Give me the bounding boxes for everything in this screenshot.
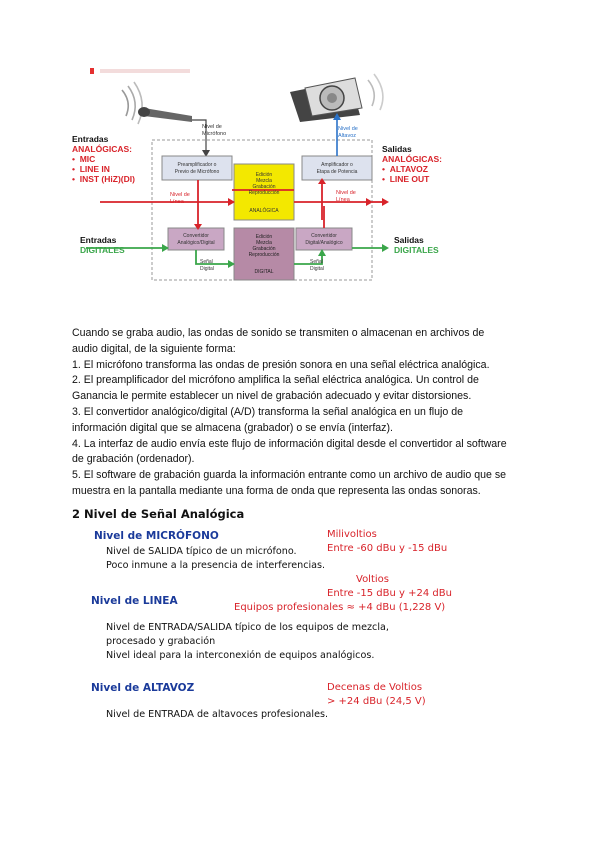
analog-center-line-4: Reproducción [248,190,280,196]
preamp-label-1: Preamplificador o [177,162,217,168]
amp-label-2: Etapa de Potencia [316,169,358,175]
paragraph-line: muestra en la pantalla mediante una forma de onda que representa las ondas sonoras. [72,484,481,497]
digital-center-line-1: Edición [255,234,273,240]
analog-center-line-3: Grabación [252,184,276,190]
digital-center-line-2: Mezcla [256,240,272,246]
dac-label-2: Digital/Analógico [305,240,343,246]
line-level-name: Nivel de LINEA [91,595,178,607]
input-line-in: • LINE IN [72,164,110,174]
line-level-out-2: Línea [336,197,350,203]
signal-flow-diagram [60,60,460,300]
speaker-level-unit: Decenas de Voltios [327,682,423,693]
paragraph-line: 3. El convertidor analógico/digital (A/D) transforma la señal analógica en un flujo de [72,405,464,418]
line-level-in-1: Nivel de [170,192,190,198]
line-desc-line: Nivel de ENTRADA/SALIDA típico de los equipos de mezcla, [106,622,389,633]
adc-label-2: Analógico/Digital [177,240,215,246]
analog-center-label: ANALÓGICA [249,208,279,214]
speaker-level-label-2: Altavoz [338,133,357,139]
mic-desc-line: Poco inmune a la presencia de interferencias. [106,560,326,571]
preamp-box [162,156,232,180]
amp-label-1: Amplificador o [321,162,353,168]
outputs-analog-title-1: Salidas [382,144,412,154]
dac-box [296,228,352,250]
inputs-digital-title-1: Entradas [80,235,117,245]
digital-signal-left-1: Señal [200,259,213,265]
speaker-level-label-1: Nivel de [338,126,358,132]
digital-signal-right-2: Digital [310,266,324,272]
digital-signal-right-1: Señal [310,259,323,265]
speaker-level-desc [106,708,328,722]
analog-center-line-2: Mezcla [256,178,272,184]
microphone-icon [122,82,192,124]
mic-desc-line: Nivel de SALIDA típico de un micrófono. [106,546,297,557]
line-desc-line: Nivel ideal para la interconexión de equipos analógicos. [106,650,375,661]
outputs-analog-title-2: ANALÓGICAS: [382,154,442,164]
mic-level-label-2: Micrófono [202,131,227,137]
intro-paragraph [72,326,542,500]
mic-level-label-1: Nivel de [202,124,222,130]
inputs-analog-title-1: Entradas [72,134,109,144]
adc-box [168,228,224,250]
line-level-desc [106,621,389,663]
inputs-analog-title-2: ANALÓGICAS: [72,144,132,154]
dac-label-1: Convertidor [311,233,337,239]
speaker-desc-line: Nivel de ENTRADA de altavoces profesionales. [106,709,329,720]
mic-level-desc [106,545,325,573]
paragraph-line: 4. La interfaz de audio envía este flujo de información digital desde el convertidor al software [72,437,507,450]
mic-level-range: Entre -60 dBu y -15 dBu [327,543,448,554]
amp-box [302,156,372,180]
line-level-pro: Equipos profesionales ≈ +4 dBu (1,228 V) [234,602,446,613]
line-level-unit: Voltios [356,574,389,585]
line-level-range: Entre -15 dBu y +24 dBu [327,588,452,599]
output-altavoz: • ALTAVOZ [382,164,428,174]
digital-center-line-4: Reproducción [248,252,280,258]
line-level-out-1: Nivel de [336,190,356,196]
paragraph-line: Ganancia le permite establecer un nivel de grabación adecuado y evitar distorsiones. [72,390,472,403]
header-remnant-text [100,69,190,73]
output-line-out: • LINE OUT [382,174,430,184]
analog-center-line-1: Edición [255,172,273,178]
input-mic: • MIC [72,154,96,164]
outputs-digital-title-1: Salidas [394,235,424,245]
mic-level-name: Nivel de MICRÓFONO [94,530,219,542]
speaker-level-range: > +24 dBu (24,5 V) [327,696,426,707]
paragraph-line: información digital que se almacena (grabador) o se envía (interfaz). [72,421,393,434]
outputs-digital-title-2: DIGITALES [394,245,439,255]
line-desc-line: procesado y grabación [106,636,216,647]
paragraph-line: 1. El micrófono transforma las ondas de presión sonora en una señal eléctrica analógica. [72,358,490,371]
header-remnant-mark [90,68,94,74]
inputs-digital-title-2: DIGITALES [80,245,125,255]
digital-center-label: DIGITAL [254,269,274,275]
speaker-level-name: Nivel de ALTAVOZ [91,682,195,694]
digital-signal-left-2: Digital [200,266,214,272]
paragraph-line: 5. El software de grabación guarda la información entrante como un archivo de audio que se [72,469,507,482]
preamp-label-2: Previo de Micrófono [174,169,220,175]
paragraph-line: Cuando se graba audio, las ondas de sonido se transmiten o almacenan en archivos de [72,327,485,339]
digital-center-line-3: Grabación [252,246,276,252]
paragraph-line: de grabación (ordenador). [72,453,195,466]
input-inst: • INST (HiZ)(DI) [72,174,135,184]
line-level-in-2: Línea [170,199,184,205]
paragraph-line: audio digital, de la siguiente forma: [72,342,236,355]
paragraph-line: 2. El preamplificador del micrófono amplifica la señal eléctrica analógica. Un control de [72,374,479,387]
section-title: 2 Nivel de Señal Analógica [72,507,245,521]
mic-level-unit: Milivoltios [327,529,377,540]
adc-label-1: Convertidor [183,233,209,239]
